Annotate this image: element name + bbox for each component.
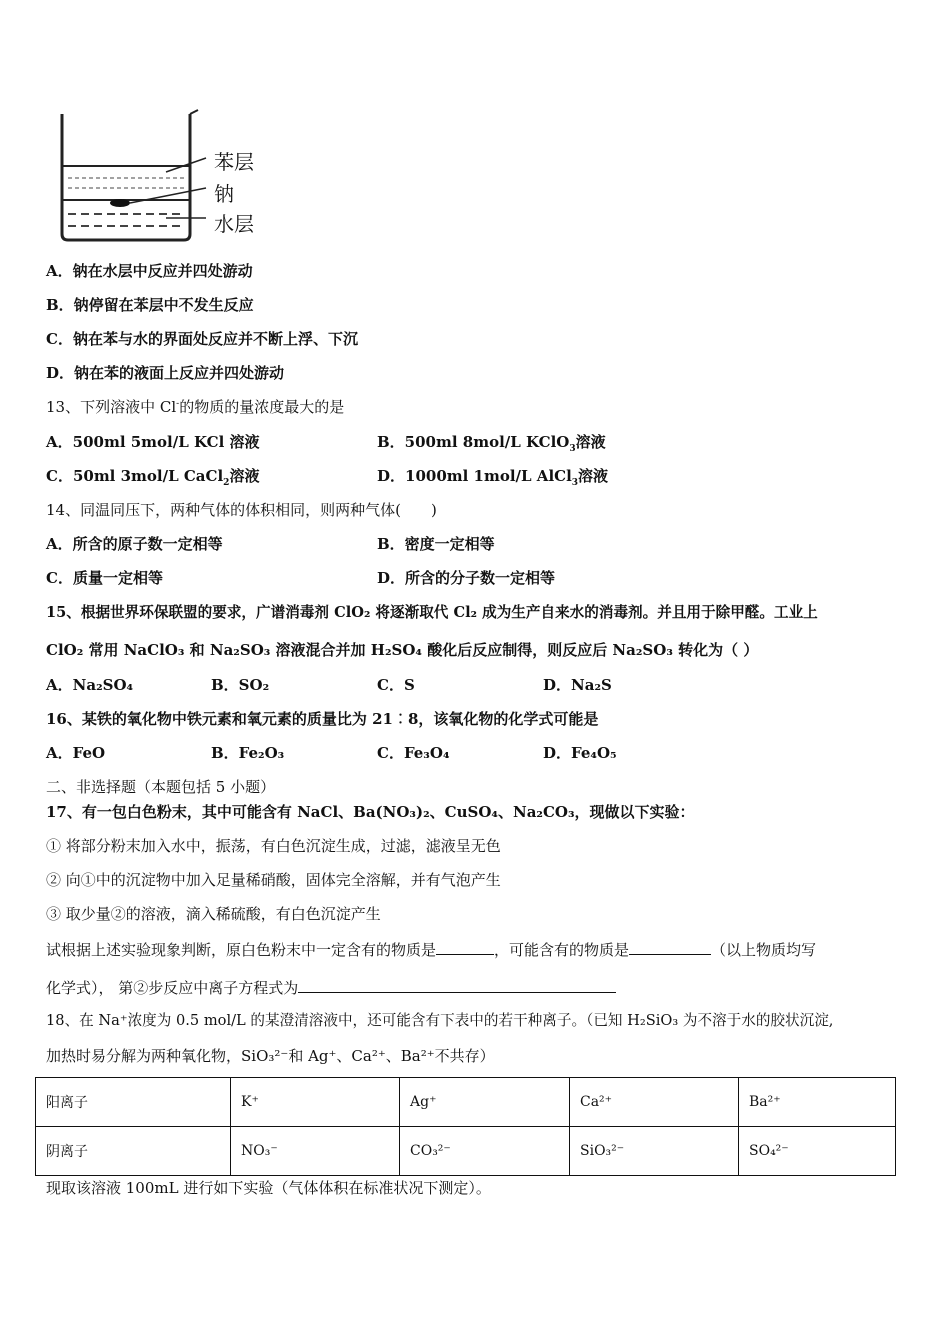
q15-option-d: D．Na₂S [543,676,612,694]
q12-option-a: A．钠在水层中反应并四处游动 [46,262,253,280]
q12-option-b: B．钠停留在苯层中不发生反应 [46,296,254,314]
table-cell: 阴离子 [36,1127,231,1176]
q18-line2: 加热时易分解为两种氧化物，SiO₃²⁻和 Ag⁺、Ca²⁺、Ba²⁺不共存） [46,1047,495,1065]
benzene-layer-label: 苯层 [214,150,254,174]
table-cell: Ag⁺ [400,1078,570,1127]
q18-after-table: 现取该溶液 100mL 进行如下实验（气体体积在标准状况下测定）。 [46,1179,491,1197]
q17-q-a: 试根据上述实验现象判断，原白色粉末中一定含有的物质是 [46,941,437,959]
sodium-piece [110,199,130,207]
q17-step1: ① 将部分粉末加入水中，振荡，有白色沉淀生成，过滤，滤液呈无色 [46,837,501,855]
q17-q-d: 化学式）， 第②步反应中离子方程式为 [46,979,299,997]
table-cell: SiO₃²⁻ [570,1127,739,1176]
q17-q-c: （以上物质均写 [711,941,817,959]
q17-blank-3[interactable] [298,976,616,993]
q16-option-a: A．FeO [46,744,106,762]
q13-stem-a: 13、下列溶液中 Cl [46,398,177,416]
q17-step3: ③ 取少量②的溶液，滴入稀硫酸，有白色沉淀产生 [46,905,381,923]
q16-option-c: C．Fe₃O₄ [377,744,450,762]
q13-option-c [46,466,259,486]
q12-option-d: D．钠在苯的液面上反应并四处游动 [46,364,285,382]
q15-option-b: B．SO₂ [211,676,270,694]
q13-option-d [377,466,608,486]
q17-question-line2 [46,976,616,998]
q15-option-c: C．S [377,676,415,694]
q13-option-d-end: 溶液 [578,467,609,485]
q16-option-d: D．Fe₄O₅ [543,744,617,762]
q13-stem-sup: - [176,399,180,409]
q13-option-b-text: B．500ml 8mol/L KClO [377,433,570,451]
q16-option-b: B．Fe₂O₃ [211,744,285,762]
q17-blank-2[interactable] [629,938,711,955]
q13-option-d-sub: 3 [571,478,579,488]
water-layer-label: 水层 [214,212,254,236]
q13-stem-b: 的物质的量浓度最大的是 [179,398,345,416]
q14-stem: 14、同温同压下，两种气体的体积相同，则两种气体( ) [46,501,437,519]
q17-question-line1 [46,938,816,960]
table-cell: CO₃²⁻ [400,1127,570,1176]
q14-option-b: B．密度一定相等 [377,535,495,553]
table-cell: Ca²⁺ [570,1078,739,1127]
q13-option-c-text: C．50ml 3mol/L CaCl [46,467,224,485]
q18-line1: 18、在 Na⁺浓度为 0.5 mol/L 的某澄清溶液中，还可能含有下表中的若干种离子。（已知 H₂SiO₃ 为不溶于水的胶状沉淀, [46,1012,834,1029]
q12-option-c: C．钠在苯与水的界面处反应并不断上浮、下沉 [46,330,358,348]
table-cell: 阳离子 [36,1078,231,1127]
q13-option-b-end: 溶液 [575,433,606,451]
q15-option-a: A．Na₂SO₄ [46,676,134,694]
q15-line2: ClO₂ 常用 NaClO₃ 和 Na₂SO₃ 溶液混合并加 H₂SO₄ 酸化后反应制得，则反应后 Na₂SO₃ 转化为（ ） [46,641,759,659]
q16-stem: 16、某铁的氧化物中铁元素和氧元素的质量比为 21︰8，该氧化物的化学式可能是 [46,710,599,728]
q13-option-b [377,432,606,452]
table-cell: NO₃⁻ [231,1127,400,1176]
sodium-label: 钠 [214,182,234,206]
table-cell: SO₄²⁻ [739,1127,896,1176]
q14-option-a: A．所含的原子数一定相等 [46,535,223,553]
table-row [36,1078,896,1127]
q17-q-b: ，可能含有的物质是 [494,941,630,959]
q14-option-c: C．质量一定相等 [46,569,163,587]
q17-blank-1[interactable] [436,938,494,955]
section-heading: 二、非选择题（本题包括 5 小题） [46,778,276,796]
q13-stem [46,397,344,417]
ion-table [35,1077,896,1176]
q13-option-c-sub: 2 [223,478,230,488]
q13-option-b-sub: 3 [569,444,576,454]
q17-step2: ② 向①中的沉淀物中加入足量稀硝酸，固体完全溶解，并有气泡产生 [46,871,501,889]
beaker-figure [56,108,276,248]
q13-option-c-end: 溶液 [229,467,260,485]
q17-stem: 17、有一包白色粉末，其中可能含有 NaCl、Ba(NO₃)₂、CuSO₄、Na₂CO₃，现做以下实验： [46,803,695,821]
table-row [36,1127,896,1176]
q13-option-d-text: D．1000ml 1mol/L AlCl [377,467,572,485]
q14-option-d: D．所含的分子数一定相等 [377,569,556,587]
q13-option-a: A．500ml 5mol/L KCl 溶液 [46,433,260,451]
table-cell: Ba²⁺ [739,1078,896,1127]
q15-line1: 15、根据世界环保联盟的要求，广谱消毒剂 ClO₂ 将逐渐取代 Cl₂ 成为生产自来水的消毒剂。并且用于除甲醛。工业上 [46,604,818,621]
table-cell: K⁺ [231,1078,400,1127]
